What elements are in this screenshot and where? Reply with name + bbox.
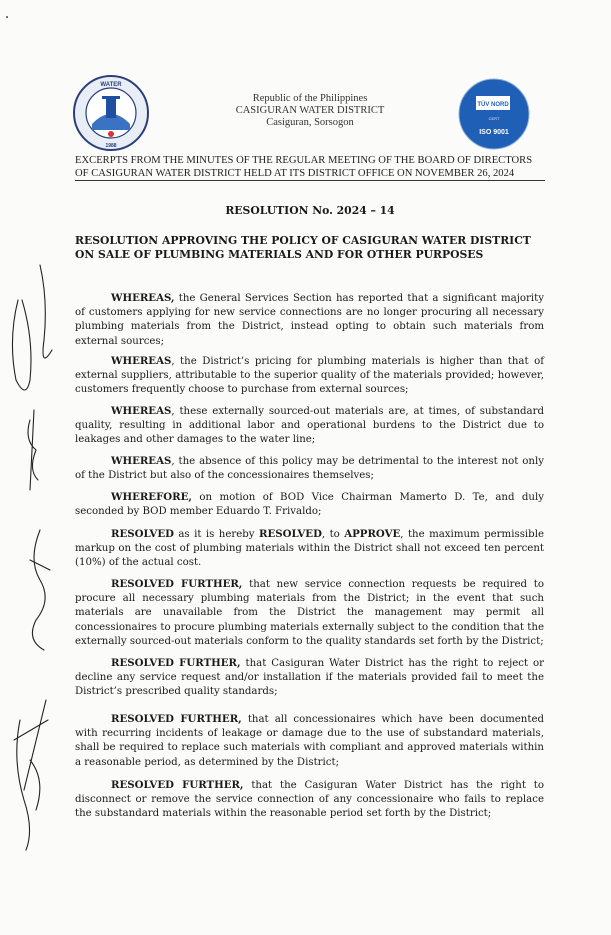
paragraph-whereas-2: WHEREAS, the District’s pricing for plumbing materials is higher than that of external suppliers, attributable to the superior quality of the materials provided; however, customers frequently choose to purchase from external sources; — [75, 355, 544, 396]
svg-text:ISO 9001: ISO 9001 — [479, 129, 509, 136]
letterhead-country: Republic of the Philippines — [252, 93, 368, 104]
svg-text:CERT: CERT — [488, 116, 500, 121]
svg-text:TÜV NORD: TÜV NORD — [477, 102, 509, 108]
paragraph-resolved-further-2: RESOLVED FURTHER, that Casiguran Water District has the right to reject or decline any service request and/or installation if the materials provided fail to meet the District’s prescribed quality standards; — [75, 657, 544, 698]
casiguran-water-district-seal — [72, 74, 150, 152]
signature-4 — [14, 700, 48, 850]
svg-text:WATER: WATER — [100, 82, 122, 88]
paragraph-whereas-4: WHEREAS, the absence of this policy may be detrimental to the interest not only of the District but also of the concessionaires themselves; — [75, 455, 544, 482]
paragraph-whereas-3: WHEREAS, these externally sourced-out materials are, at times, of substandard quality, resulting in additional labor and operational burdens to the District due to leakages and other damages to the water line; — [75, 405, 544, 446]
letterhead-location: Casiguran, Sorsogon — [266, 117, 354, 128]
signature-3 — [30, 530, 50, 650]
resolution-number: RESOLUTION No. 2024 – 14 — [225, 204, 395, 217]
paragraph-whereas-1: WHEREAS, the General Services Section has reported that a significant majority of customers applying for new service connections are no longer procuring all necessary plumbing materials from the District, instead opting to obtain such materials from external sources; — [75, 292, 544, 347]
margin-signatures — [0, 0, 75, 935]
svg-text:1988: 1988 — [105, 143, 117, 149]
paragraph-resolved-further-3: RESOLVED FURTHER, that all concessionaires which have been documented with recurring incidents of leakage or damage due to the use of substandard materials, shall be required to replace such materials with compliant and approved materials within a reasonable period, as determined by the District; — [75, 713, 544, 768]
resolution-title: RESOLUTION APPROVING THE POLICY OF CASIGURAN WATER DISTRICT ON SALE OF PLUMBING MATERIALS AND FOR OTHER PURPOSES — [75, 234, 531, 261]
letterhead — [210, 93, 410, 129]
letterhead-agency: CASIGURAN WATER DISTRICT — [235, 105, 385, 116]
signature-1 — [12, 265, 52, 390]
corner-mark: • — [5, 14, 10, 22]
paragraph-resolved-further-1: RESOLVED FURTHER, that new service connection requests be required to procure all necessary plumbing materials from the District; in the event that such materials are unavailable from the District the management may permit all concessionaires to procure plumbing materials externally subject to the condition that the externally sourced-out materials conform to the quality standards set forth by the District; — [75, 578, 545, 647]
signature-2 — [28, 410, 38, 490]
paragraph-resolved: RESOLVED as it is hereby RESOLVED, to APPROVE, the maximum permissible markup on the cost of plumbing materials within the District shall not exceed ten percent (10%) of the actual cost. — [75, 528, 544, 569]
paragraph-resolved-further-4: RESOLVED FURTHER, that the Casiguran Water District has the right to disconnect or remove the service connection of any concessionaire who fails to replace the substandard materials within the reasonable period set forth by the District; — [75, 779, 544, 820]
paragraph-wherefore: WHEREFORE, on motion of BOD Vice Chairman Mamerto D. Te, and duly seconded by BOD member Eduardo T. Frivaldo; — [75, 491, 544, 518]
header-divider — [75, 180, 545, 181]
tuv-nord-iso-9001-logo — [456, 76, 532, 152]
minutes-excerpt-heading: EXCERPTS FROM THE MINUTES OF THE REGULAR MEETING OF THE BOARD OF DIRECTORS OF CASIGURAN WATER DISTRICT HELD AT ITS DISTRICT OFFICE ON NOVEMBER 26, 2024 — [75, 155, 533, 179]
